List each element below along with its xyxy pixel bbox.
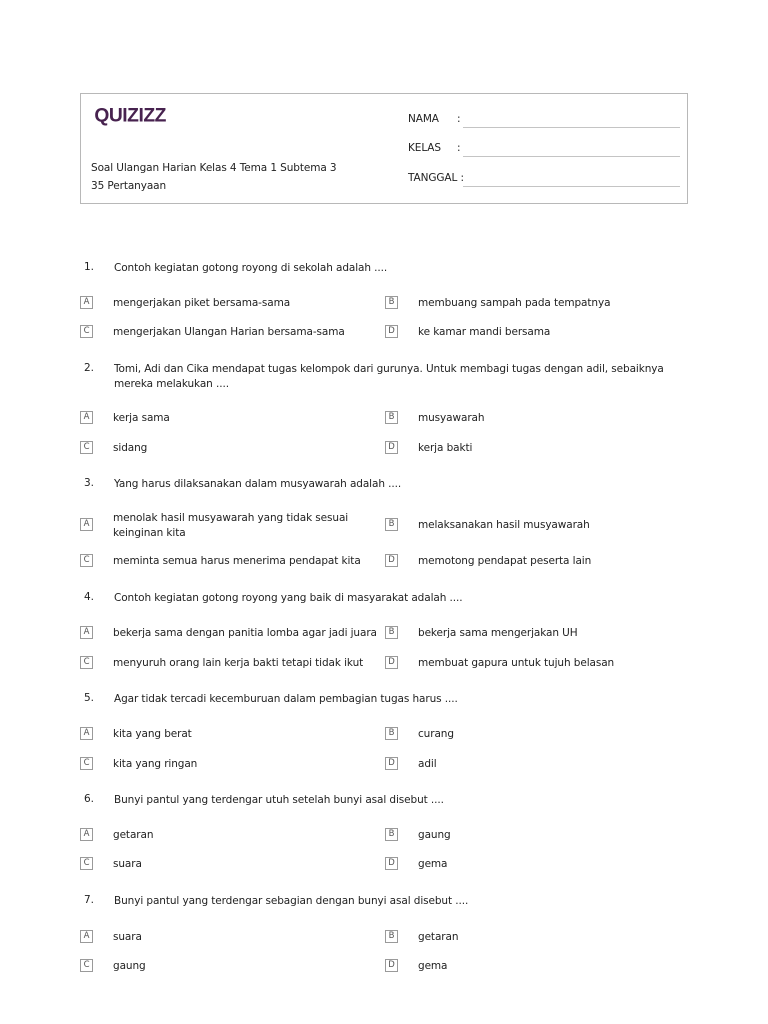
option-text: kerja bakti [418,442,473,454]
option-text: meminta semua harus menerima pendapat kita [113,555,361,567]
option-letter-box: B [385,626,398,639]
option-text: musyawarah [418,412,485,424]
option-a[interactable] [80,511,370,541]
option-letter-box: D [385,441,398,454]
option-letter-box: D [385,325,398,338]
option-a[interactable] [80,411,370,441]
option-letter-box: C [80,857,93,870]
class-label: KELAS [408,142,441,154]
option-text: mengerjakan piket bersama-sama [113,297,291,309]
option-letter-box: B [385,518,398,531]
name-line[interactable] [463,127,680,128]
option-c[interactable] [80,656,370,686]
worksheet-header [80,93,688,204]
svg-text:QUIZIZZ: QUIZIZZ [94,105,166,126]
option-text: kita yang ringan [113,758,198,770]
date-line[interactable] [463,186,680,187]
option-d[interactable] [385,757,675,787]
class-colon: : [457,142,461,154]
option-letter-box: A [80,626,93,639]
option-b[interactable] [385,518,675,548]
question-text: Contoh kegiatan gotong royong yang baik di masyarakat adalah .... [114,592,463,604]
question-number: 4. [84,591,94,603]
option-b[interactable] [385,411,675,441]
option-letter-box: D [385,554,398,567]
question-text: Agar tidak tercadi kecemburuan dalam pembagian tugas harus .... [114,693,458,705]
option-letter-box: D [385,857,398,870]
option-b[interactable] [385,930,675,960]
option-letter-box: A [80,411,93,424]
question-number: 1. [84,261,94,273]
option-a[interactable] [80,930,370,960]
class-line[interactable] [463,156,680,157]
option-d[interactable] [385,857,675,887]
option-text: bekerja sama mengerjakan UH [418,627,578,639]
option-letter-box: C [80,757,93,770]
option-text: ke kamar mandi bersama [418,326,551,338]
option-text: menyuruh orang lain kerja bakti tetapi tidak ikut [113,657,364,669]
option-letter-box: D [385,959,398,972]
question-text: Tomi, Adi dan Cika mendapat tugas kelompok dari gurunya. Untuk membagi tugas dengan adil, sebaiknya mereka melakukan .... [114,363,664,390]
option-letter-box: B [385,411,398,424]
question-text: Yang harus dilaksanakan dalam musyawarah adalah .... [114,478,402,490]
option-letter-box: A [80,518,93,531]
option-b[interactable] [385,626,675,656]
question-number: 6. [84,793,94,805]
option-d[interactable] [385,554,675,584]
option-text: curang [418,728,454,740]
option-a[interactable] [80,727,370,757]
option-letter-box: C [80,325,93,338]
option-text: adil [418,758,437,770]
option-c[interactable] [80,554,370,584]
option-text: kerja sama [113,412,170,424]
option-d[interactable] [385,325,675,355]
option-letter-box: B [385,828,398,841]
question-text: Bunyi pantul yang terdengar utuh setelah bunyi asal disebut .... [114,794,444,806]
question-text: Bunyi pantul yang terdengar sebagian dengan bunyi asal disebut .... [114,895,469,907]
name-colon: : [457,113,461,125]
option-c[interactable] [80,325,370,355]
option-letter-box: A [80,828,93,841]
option-text: melaksanakan hasil musyawarah [418,519,590,531]
option-letter-box: A [80,930,93,943]
option-c[interactable] [80,857,370,887]
option-text: kita yang berat [113,728,192,740]
option-letter-box: B [385,930,398,943]
question-number: 7. [84,894,94,906]
option-c[interactable] [80,959,370,989]
option-text: gaung [113,960,146,972]
option-letter-box: C [80,441,93,454]
option-letter-box: B [385,727,398,740]
quizizz-logo [91,104,171,126]
option-text: mengerjakan Ulangan Harian bersama-sama [113,326,345,338]
question-number: 2. [84,362,94,374]
option-d[interactable] [385,656,675,686]
option-text: gema [418,858,448,870]
option-c[interactable] [80,441,370,471]
option-text: bekerja sama dengan panitia lomba agar jadi juara [113,627,377,639]
option-text: membuat gapura untuk tujuh belasan [418,657,615,669]
option-text: menolak hasil musyawarah yang tidak sesuai keinginan kita [113,512,349,539]
option-text: getaran [418,931,459,943]
option-text: gaung [418,829,451,841]
date-label: TANGGAL : [408,172,464,184]
option-letter-box: D [385,656,398,669]
option-a[interactable] [80,828,370,858]
date-field[interactable] [408,172,680,188]
option-text: suara [113,931,142,943]
option-text: suara [113,858,142,870]
option-a[interactable] [80,296,370,326]
option-d[interactable] [385,441,675,471]
option-letter-box: C [80,554,93,567]
option-d[interactable] [385,959,675,989]
option-text: memotong pendapat peserta lain [418,555,592,567]
option-b[interactable] [385,296,675,326]
option-b[interactable] [385,727,675,757]
option-c[interactable] [80,757,370,787]
option-letter-box: A [80,727,93,740]
option-letter-box: B [385,296,398,309]
question-count: 35 Pertanyaan [91,180,167,192]
option-text: gema [418,960,448,972]
option-letter-box: C [80,959,93,972]
question-text: Contoh kegiatan gotong royong di sekolah adalah .... [114,262,388,274]
class-field[interactable] [408,142,680,158]
option-letter-box: D [385,757,398,770]
name-field[interactable] [408,113,680,129]
option-a[interactable] [80,626,377,656]
option-letter-box: A [80,296,93,309]
option-text: sidang [113,442,148,454]
option-letter-box: C [80,656,93,669]
option-text: getaran [113,829,154,841]
question-number: 3. [84,477,94,489]
quiz-title: Soal Ulangan Harian Kelas 4 Tema 1 Subtema 3 [91,162,337,174]
option-text: membuang sampah pada tempatnya [418,297,611,309]
option-b[interactable] [385,828,675,858]
question-number: 5. [84,692,94,704]
name-label: NAMA [408,113,439,125]
